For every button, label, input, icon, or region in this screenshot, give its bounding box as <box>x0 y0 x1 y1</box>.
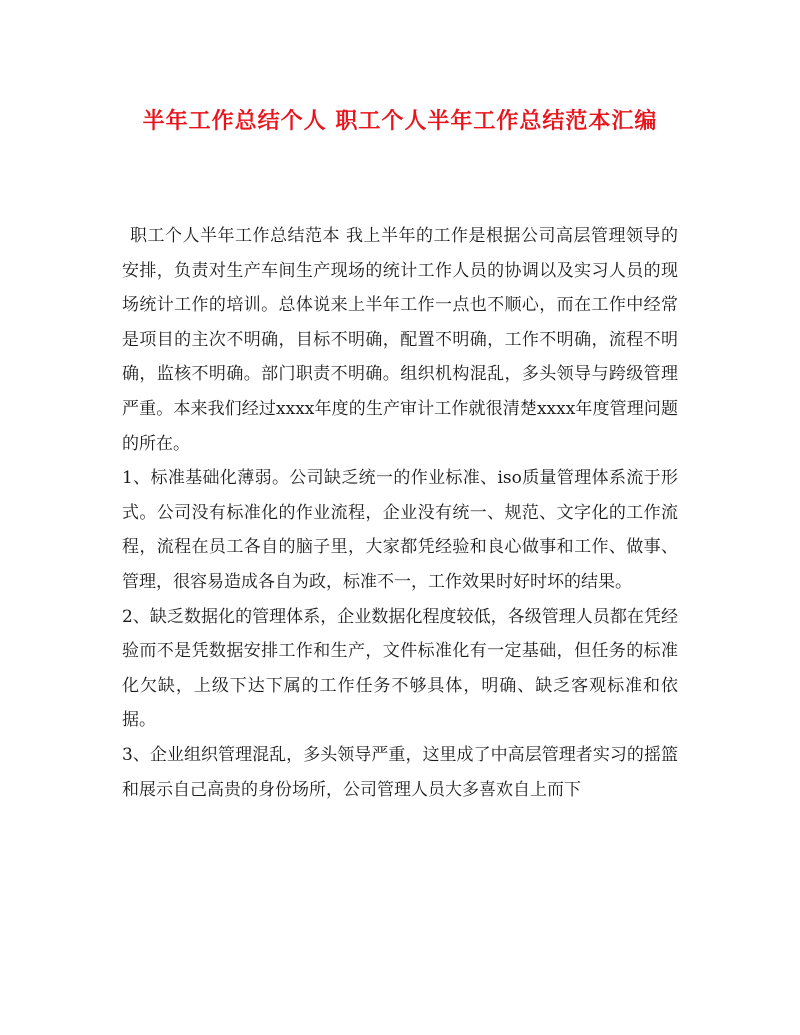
document-title: 半年工作总结个人 职工个人半年工作总结范本汇编 <box>142 108 658 134</box>
point-1-paragraph: 1、标准基础化薄弱。公司缺乏统一的作业标准、iso质量管理体系流于形式。公司没有标准化的作业流程，企业没有统一、规范、文字化的工作流程，流程在员工各自的脑子里，大家都凭经验和良心做事和工作、做事、管理，很容易造成各自为政，标准不一，工作效果时好时坏的结果。 <box>122 468 678 592</box>
point-2-paragraph: 2、缺乏数据化的管理体系，企业数据化程度较低，各级管理人员都在凭经验而不是凭数据安排工作和生产，文件标准化有一定基础，但任务的标准化欠缺，上级下达下属的工作任务不够具体，明确、缺乏客观标准和依据。 <box>122 606 678 731</box>
intro-paragraph: 职工个人半年工作总结范本 我上半年的工作是根据公司高层管理领导的安排，负责对生产车间生产现场的统计工作人员的协调以及实习人员的现场统计工作的培训。总体说来上半年工作一点也不顺心，而在工作中经常是项目的主次不明确，目标不明确，配置不明确，工作不明确，流程不明确，监核不明确。部门职责不明确。组织机构混乱，多头领导与跨级管理严重。本来我们经过xxxx年度的生产审计工作就很清楚xxxx年度管理问题的所在。 <box>122 226 678 454</box>
document-body <box>122 219 678 807</box>
point-3-paragraph: 3、企业组织管理混乱，多头领导严重，这里成了中高层管理者实习的摇篮和展示自己高贵的身份场所，公司管理人员大多喜欢自上而下 <box>122 744 678 800</box>
